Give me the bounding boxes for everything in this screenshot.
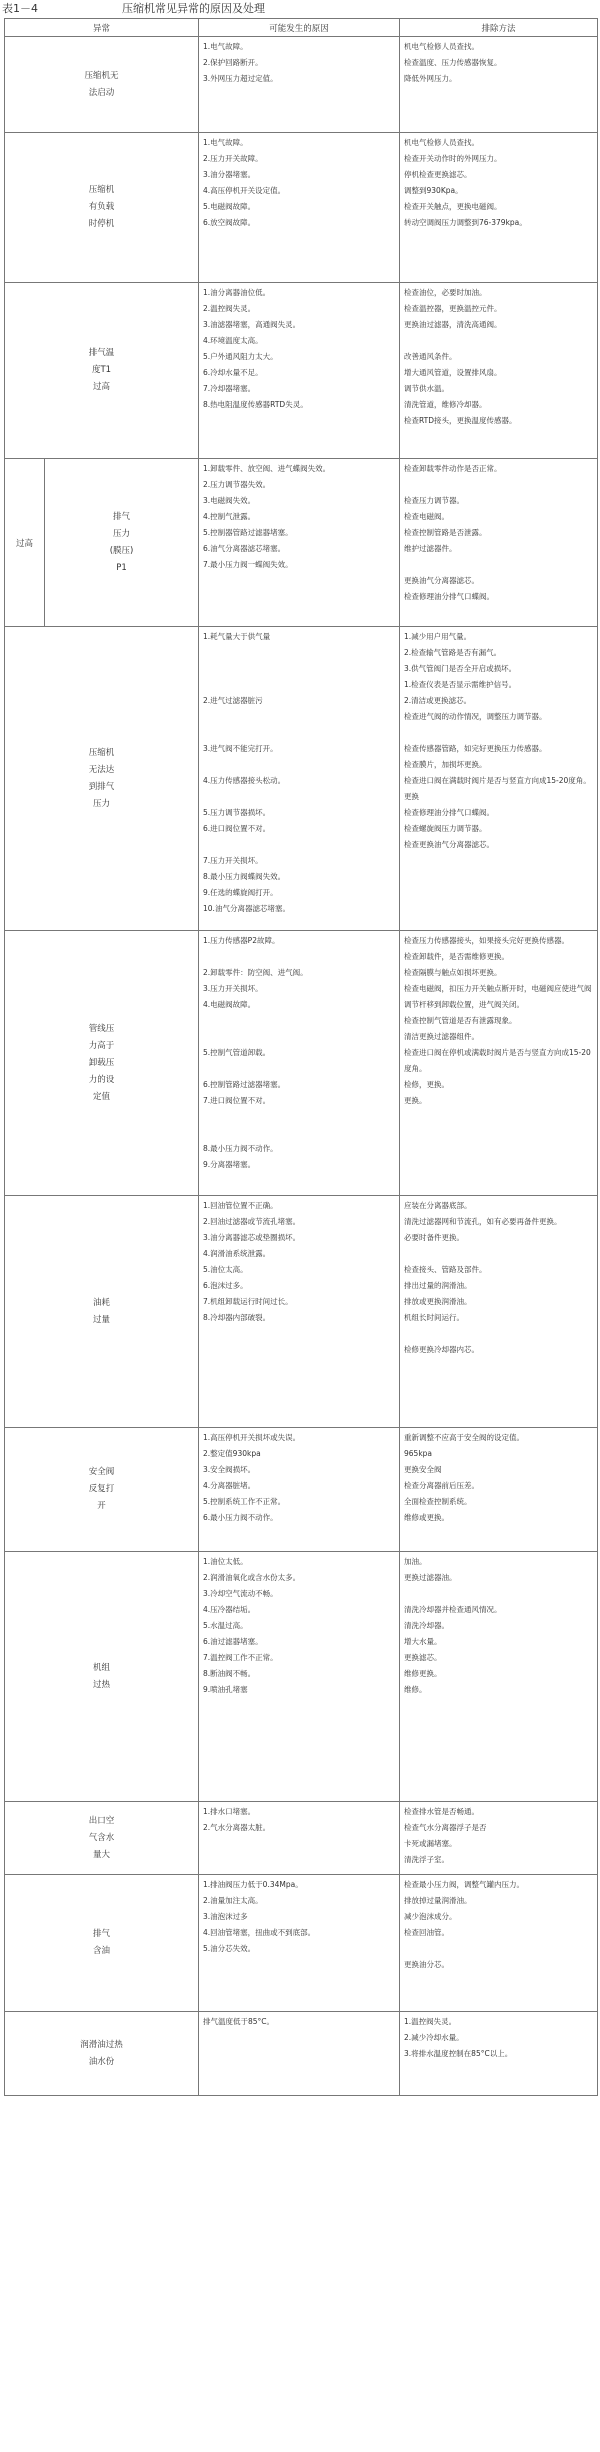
fix-line: 1.温控阀失灵。 [404, 2017, 457, 2026]
abnormal-cell [5, 1196, 199, 1428]
fix-line: 检修更换冷却器内芯。 [404, 1345, 480, 1354]
cause-line: 5.控制器管路过滤器堵塞。 [203, 528, 293, 537]
cause-line: 4.回油管堵塞，扭曲或不到底部。 [203, 1928, 316, 1937]
abnormal-line: 油耗 [93, 1297, 111, 1308]
fix-line: 检查油位，必要时加油。 [404, 288, 487, 297]
fix-line: 应装在分离器底部。 [404, 1201, 472, 1210]
cause-line: 5.油分芯失效。 [203, 1944, 256, 1953]
abnormal-line: P1 [116, 562, 127, 573]
fix-line: 清洗管道，维修冷却器。 [404, 400, 487, 409]
fix-line: 调整到930Kpa。 [404, 186, 463, 195]
abnormal-line: 排气 [93, 1929, 111, 1939]
abnormal-line: 安全阀 [88, 1467, 115, 1477]
table-row [5, 283, 598, 459]
cause-line: 6.油过滤器堵塞。 [203, 1637, 263, 1646]
cause-line: 6.油气分离器滤芯堵塞。 [203, 544, 286, 553]
causes-cell [199, 2012, 400, 2096]
cause-line: 9.喷油孔堵塞 [203, 1685, 248, 1694]
fix-line: 必要时备件更换。 [404, 1233, 465, 1242]
fix-line: 重新调整不应高于安全阀的设定值。 [404, 1433, 525, 1442]
fix-line: 2.检查输气管路是否有漏气。 [404, 648, 502, 657]
cause-line [203, 837, 397, 853]
table-row [5, 2012, 598, 2096]
cause-line: 2.温控阀失灵。 [203, 304, 256, 313]
cause-line: 7.进口阀位置不对。 [203, 1096, 271, 1105]
causes-cell [199, 627, 400, 931]
fix-line: 2.清洁或更换滤芯。 [404, 696, 472, 705]
abnormal-line: 力的设 [88, 1074, 115, 1085]
fix-line: 加油。 [404, 1557, 427, 1566]
cause-line: 8.断油阀不畅。 [203, 1669, 256, 1678]
causes-cell [199, 1875, 400, 2012]
cause-line: 6.最小压力阀不动作。 [203, 1513, 278, 1522]
fix-line: 调节供水温。 [404, 384, 450, 393]
cause-line: 5.水温过高。 [203, 1621, 248, 1630]
fix-line: 卡死或漏堵塞。 [404, 1839, 457, 1848]
fix-line: 减少泡沫成分。 [404, 1912, 457, 1921]
fix-line: 检查最小压力阀，调整气罐内压力。 [404, 1880, 525, 1889]
cause-line: 3.电磁阀失效。 [203, 496, 256, 505]
abnormal-line: 无法达 [88, 764, 115, 775]
cause-line: 10.油气分离器滤芯堵塞。 [203, 904, 290, 913]
abnormal-line: 时停机 [88, 219, 115, 229]
cause-line [203, 1125, 397, 1141]
fix-line: 检查开关动作时的外网压力。 [404, 154, 502, 163]
cause-line: 2.回油过滤器或节流孔堵塞。 [203, 1217, 301, 1226]
cause-line: 2.进气过滤器脏污 [203, 696, 263, 705]
cause-line: 3.油泡沫过多 [203, 1912, 248, 1921]
fix-line: 检查压力调节器。 [404, 496, 465, 505]
abnormal-cell [5, 627, 199, 931]
cause-line: 3.油滤器堵塞，高通阀失灵。 [203, 320, 301, 329]
table-row [5, 133, 598, 283]
header-fixes: 排除方法 [400, 19, 598, 37]
fixes-cell [400, 1196, 598, 1428]
cause-line: 8.最小压力阀不动作。 [203, 1144, 278, 1153]
cause-line: 1.电气故障。 [203, 42, 248, 51]
table-title: 压缩机常见异常的原因及处理 [122, 2, 265, 15]
fix-line: 改善通风条件。 [404, 352, 457, 361]
cause-line: 2.压力调节器失效。 [203, 480, 271, 489]
abnormal-cell [5, 2012, 199, 2096]
cause-line: 2.整定值930kpa [203, 1449, 261, 1458]
fix-line [404, 1941, 595, 1957]
cause-line: 6.放空阀故障。 [203, 218, 256, 227]
cause-line: 6.进口阀位置不对。 [203, 824, 271, 833]
fixes-cell [400, 37, 598, 133]
fix-line: 更换 [404, 792, 420, 801]
abnormality-table [4, 18, 598, 2096]
fix-line: 检查电磁阀，扣压力开关触点断开时，电磁阀应使进气阀调节杆移到卸载位置，进气阀关闭。 [404, 984, 592, 1009]
cause-line: 9.任选的蝶旋阀打开。 [203, 888, 278, 897]
fixes-cell [400, 459, 598, 627]
abnormal-line: 压缩机 [88, 747, 115, 758]
cause-line: 7.最小压力阀一蝶阀失效。 [203, 560, 293, 569]
causes-cell [199, 283, 400, 459]
fix-line: 机电气检修人员查找。 [404, 138, 480, 147]
cause-line: 3.进气阀不能完打开。 [203, 744, 278, 753]
cause-line: 4.环境温度太高。 [203, 336, 263, 345]
abnormal-line: 润滑油过热 [80, 2039, 123, 2050]
cause-line: 4.电磁阀故障。 [203, 1000, 256, 1009]
cause-line: 6.控制管路过滤器堵塞。 [203, 1080, 286, 1089]
cause-line: 9.分离器堵塞。 [203, 1160, 256, 1169]
causes-cell [199, 931, 400, 1196]
abnormal-line: 压缩机 [88, 185, 115, 195]
fix-line: 更换油过滤器，清洗高通阀。 [404, 320, 502, 329]
fix-line: 3.供气管阀门是否全开启或损坏。 [404, 664, 517, 673]
cause-line: 1.油位太低。 [203, 1557, 248, 1566]
cause-line: 5.油位太高。 [203, 1265, 248, 1274]
cause-line: 4.压力传感器接头松动。 [203, 776, 286, 785]
fix-line: 排放或更换润滑油。 [404, 1297, 472, 1306]
fix-line: 降低外网压力。 [404, 74, 457, 83]
abnormal-line: 定值 [93, 1091, 111, 1102]
cause-line: 4.润滑油系统泄露。 [203, 1249, 271, 1258]
abnormal-cell [5, 931, 199, 1196]
fix-line: 检查膜片，加损坏更换。 [404, 760, 487, 769]
abnormal-line: 出口空 [88, 1815, 115, 1826]
fix-line: 检查卸载件，是否需维修更换。 [404, 952, 510, 961]
fix-line: 机电气检修人员查找。 [404, 42, 480, 51]
fix-line: 检查开关触点，更换电磁阀。 [404, 202, 502, 211]
cause-line: 5.户外通风阻力太大。 [203, 352, 278, 361]
cause-line [203, 677, 397, 693]
fix-line: 清洗冷却器。 [404, 1621, 450, 1630]
fix-line: 检查电磁阀。 [404, 512, 450, 521]
fix-line: 检查隔膜与触点如损坏更换。 [404, 968, 502, 977]
fix-line: 检查温控器，更换温控元件。 [404, 304, 502, 313]
cause-line: 6.冷却水量不足。 [203, 368, 263, 377]
fix-line: 检查压力传感器接头，如果接头完好更换传感器。 [404, 936, 570, 945]
fix-line: 检查接头、管路及部件。 [404, 1265, 487, 1274]
fix-line: 更换过滤器油。 [404, 1573, 457, 1582]
abnormal-line: 度T1 [91, 365, 112, 375]
cause-line: 1.卸载零件、放空阀、进气蝶阀失效。 [203, 464, 331, 473]
abnormal-cell [5, 133, 199, 283]
table-row [5, 459, 598, 627]
cause-line: 7.温控阀工作不正常。 [203, 1653, 278, 1662]
abnormal-line: 量大 [93, 1849, 111, 1860]
table-row [5, 1802, 598, 1875]
fix-line: 检查修理油分排气口蝶阀。 [404, 808, 495, 817]
fix-line: 检查分离器前后压差。 [404, 1481, 480, 1490]
fix-line: 停机检查更换滤芯。 [404, 170, 472, 179]
fix-line: 更换滤芯。 [404, 1653, 442, 1662]
fix-line: 检查更换油气分离器滤芯。 [404, 840, 495, 849]
fix-line: 检查卸载零件动作是否正常。 [404, 464, 502, 473]
cause-line: 1.高压停机开关损坏或失误。 [203, 1433, 301, 1442]
cause-line: 2.压力开关故障。 [203, 154, 263, 163]
cause-line [203, 757, 397, 773]
cause-line [203, 1013, 397, 1029]
fix-line [404, 477, 595, 493]
table-body [5, 37, 598, 2096]
abnormal-line: 过高 [93, 382, 111, 392]
abnormal-cell [5, 1802, 199, 1875]
fix-line: 增大通风管道，设置排风扇。 [404, 368, 502, 377]
cause-line: 3.压力开关损坏。 [203, 984, 263, 993]
table-row [5, 1428, 598, 1552]
fix-line: 清洗浮子室。 [404, 1855, 450, 1864]
abnormal-cell [5, 1552, 199, 1802]
abnormal-line: 排气 [113, 511, 131, 522]
fixes-cell [400, 1428, 598, 1552]
abnormal-line: 气含水 [88, 1832, 115, 1843]
abnormal-cell [5, 37, 199, 133]
abnormal-line: 压力 [113, 528, 131, 539]
cause-line: 1.排油阀压力低于0.34Mpa。 [203, 1880, 303, 1889]
abnormal-cell [45, 459, 199, 627]
cause-line [203, 949, 397, 965]
abnormal-cell [5, 283, 199, 459]
abnormal-line: 含油 [93, 1946, 111, 1956]
causes-cell [199, 37, 400, 133]
header-abnormal: 异常 [5, 19, 199, 37]
cause-line [203, 725, 397, 741]
abnormal-cell [5, 1875, 199, 2012]
fix-line: 2.减少冷却水量。 [404, 2033, 464, 2042]
cause-line: 3.冷却空气流动不畅。 [203, 1589, 278, 1598]
cause-line: 2.保护回路断开。 [203, 58, 263, 67]
abnormal-line: 反复打 [88, 1484, 115, 1494]
abnormal-line: 法启动 [88, 87, 115, 98]
group-label: 过高 [5, 459, 45, 627]
fix-line: 排出过量的润滑油。 [404, 1281, 472, 1290]
fix-line: 检查修理油分排气口蝶阀。 [404, 592, 495, 601]
cause-line: 4.分离器脏堵。 [203, 1481, 256, 1490]
table-row [5, 1196, 598, 1428]
table-row [5, 1552, 598, 1802]
fix-line: 检查温度、压力传感器恢复。 [404, 58, 502, 67]
causes-cell [199, 1428, 400, 1552]
abnormal-line: 开 [97, 1501, 106, 1511]
abnormal-line: 排气温 [88, 348, 115, 358]
cause-line: 5.控制气管道卸载。 [203, 1048, 271, 1057]
fix-line: 清洗过滤器网和节流孔，如有必要再备件更换。 [404, 1217, 562, 1226]
abnormal-line: 到排气 [88, 781, 115, 792]
abnormal-line: 压力 [93, 798, 111, 809]
abnormal-line: 卸载压 [88, 1057, 115, 1068]
cause-line: 2.油量加注太高。 [203, 1896, 263, 1905]
cause-line: 8.热电阻温度传感器RTD失灵。 [203, 400, 308, 409]
cause-line: 7.压力开关损坏。 [203, 856, 263, 865]
fix-line [404, 333, 595, 349]
cause-line: 7.机组卸载运行时间过长。 [203, 1297, 293, 1306]
cause-line [203, 789, 397, 805]
fixes-cell [400, 931, 598, 1196]
cause-line: 8.冷却器内部破裂。 [203, 1313, 271, 1322]
fixes-cell [400, 627, 598, 931]
fix-line: 检查回油管。 [404, 1928, 450, 1937]
cause-line: 2.气水分离器太脏。 [203, 1823, 271, 1832]
cause-line: 1.压力传感器P2故障。 [203, 936, 280, 945]
cause-line: 4.高压停机开关设定值。 [203, 186, 286, 195]
fix-line [404, 557, 595, 573]
abnormal-line: 有负载 [88, 202, 115, 212]
fix-line: 检查进气阀的动作情况，调整压力调节器。 [404, 712, 547, 721]
fixes-cell [400, 1875, 598, 2012]
cause-line: 排气温度低于85°C。 [203, 2017, 275, 2026]
abnormal-line: 压缩机无 [84, 70, 119, 81]
cause-line: 1.耗气量大于供气量 [203, 632, 271, 641]
fixes-cell [400, 283, 598, 459]
fix-line: 清洁更换过滤器组件。 [404, 1032, 480, 1041]
abnormal-line: 过量 [93, 1314, 111, 1325]
cause-line: 1.电气故障。 [203, 138, 248, 147]
fix-line: 更换安全阀 [404, 1465, 442, 1474]
cause-line: 1.回油管位置不正确。 [203, 1201, 278, 1210]
cause-line: 2.卸载零件：防空阀、进气阀。 [203, 968, 308, 977]
fix-line [404, 1586, 595, 1602]
cause-line [203, 709, 397, 725]
table-row [5, 931, 598, 1196]
cause-line [203, 1029, 397, 1045]
cause-line: 5.压力调节器损坏。 [203, 808, 271, 817]
cause-line: 5.电磁阀故障。 [203, 202, 256, 211]
cause-line: 3.油分离器滤芯或垫圈损坏。 [203, 1233, 301, 1242]
fix-line: 检查气水分离器浮子是否 [404, 1823, 487, 1832]
cause-line: 4.压冷器结垢。 [203, 1605, 256, 1614]
fix-line: 检查控制管路是否泄露。 [404, 528, 487, 537]
fix-line: 3.将排水温度控制在85°C以上。 [404, 2049, 513, 2058]
table-row [5, 37, 598, 133]
causes-cell [199, 459, 400, 627]
abnormal-line: 过热 [93, 1679, 111, 1690]
abnormal-cell [5, 1428, 199, 1552]
table-row [5, 627, 598, 931]
cause-line: 2.润滑油氧化或含水份太多。 [203, 1573, 301, 1582]
abnormal-line: 油水份 [88, 2056, 115, 2067]
abnormal-line: 机组 [93, 1662, 111, 1673]
cause-line: 6.泡沫过多。 [203, 1281, 248, 1290]
fixes-cell [400, 133, 598, 283]
fix-line [404, 1246, 595, 1262]
cause-line [203, 1061, 397, 1077]
cause-line: 3.安全阀损坏。 [203, 1465, 256, 1474]
cause-line [203, 645, 397, 661]
cause-line: 7.冷却器堵塞。 [203, 384, 256, 393]
fix-line [404, 1326, 595, 1342]
table-header-row [5, 19, 598, 37]
fix-line: 检查进口阀在满载时阀片是否与竖直方向成15-20度角。 [404, 776, 591, 785]
causes-cell [199, 1552, 400, 1802]
fix-line: 增大水量。 [404, 1637, 442, 1646]
fix-line: 检查传感器管路，如完好更换压力传感器。 [404, 744, 547, 753]
fix-line: 更换油分芯。 [404, 1960, 450, 1969]
fix-line: 全面检查控制系统。 [404, 1497, 472, 1506]
fix-line: 转动空调阀压力调整到76-379kpa。 [404, 218, 527, 227]
table-number: 表1－4 [2, 2, 38, 15]
cause-line: 4.控制气泄露。 [203, 512, 256, 521]
fixes-cell [400, 1552, 598, 1802]
fix-line: 更换油气分离器滤芯。 [404, 576, 480, 585]
fix-line: 检查螺旋阀压力调节器。 [404, 824, 487, 833]
fix-line: 维修或更换。 [404, 1513, 450, 1522]
fix-line: 更换。 [404, 1096, 427, 1105]
cause-line: 1.油分离器油位低。 [203, 288, 271, 297]
fix-line: 检查RTD接头，更换温度传感器。 [404, 416, 517, 425]
fix-line: 检查排水管是否畅通。 [404, 1807, 480, 1816]
table-row [5, 1875, 598, 2012]
cause-line: 8.最小压力阀蝶阀失效。 [203, 872, 286, 881]
fixes-cell [400, 1802, 598, 1875]
cause-line: 3.外网压力超过定值。 [203, 74, 278, 83]
header-causes: 可能发生的原因 [199, 19, 400, 37]
fix-line: 清洗冷却器并检查通风情况。 [404, 1605, 502, 1614]
fix-line: 排放掉过量润滑油。 [404, 1896, 472, 1905]
cause-line [203, 1109, 397, 1125]
fix-line: 机组长时间运行。 [404, 1313, 465, 1322]
cause-line: 1.排水口堵塞。 [203, 1807, 256, 1816]
cause-line [203, 661, 397, 677]
fix-line: 维护过滤器件。 [404, 544, 457, 553]
fix-line: 965kpa [404, 1449, 433, 1458]
fix-line: 检查进口阀在停机或满载时阀片是否与竖直方向成15-20度角。 [404, 1048, 591, 1073]
causes-cell [199, 133, 400, 283]
cause-line: 3.油分器堵塞。 [203, 170, 256, 179]
fix-line: 1.检查仪表是否显示需维护信号。 [404, 680, 517, 689]
fix-line [404, 725, 595, 741]
table-caption [2, 0, 598, 18]
fix-line: 检修，更换。 [404, 1080, 450, 1089]
abnormal-line: 力高于 [88, 1040, 115, 1051]
fixes-cell [400, 2012, 598, 2096]
cause-line: 5.控制系统工作不正常。 [203, 1497, 286, 1506]
fix-line: 维修更换。 [404, 1669, 442, 1678]
fix-line: 维修。 [404, 1685, 427, 1694]
causes-cell [199, 1802, 400, 1875]
fix-line: 1.减少用户用气量。 [404, 632, 472, 641]
fix-line: 检查控制气管道是否有泄露现象。 [404, 1016, 517, 1025]
abnormal-line: 管线压 [88, 1023, 115, 1034]
abnormal-line: (膜压) [109, 545, 134, 556]
causes-cell [199, 1196, 400, 1428]
